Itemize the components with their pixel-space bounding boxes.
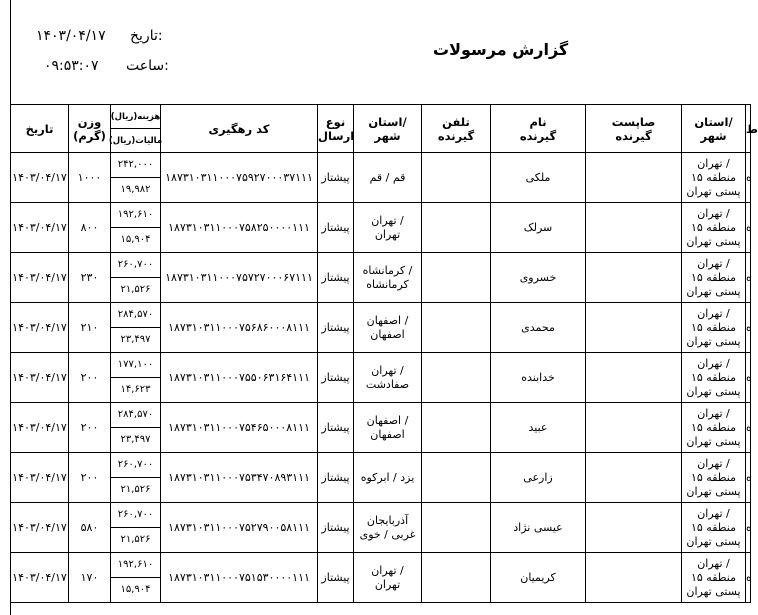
cell-recv-name: محمدی <box>491 303 586 353</box>
cell-cost: ۱۷۷,۱۰۰ <box>111 353 160 378</box>
cell-extra: ه <box>746 453 751 503</box>
cell-cost: ۲۶۰,۷۰۰ <box>111 503 160 528</box>
cell-tracking: ۱۸۷۳۱۰۳۱۱۰۰۰۷۵۷۲۷۰۰۰۶۷۱۱۱ <box>161 253 318 303</box>
cell-recv-phone <box>422 203 491 253</box>
cell-cost: ۲۶۰,۷۰۰ <box>111 253 160 278</box>
cell-extra: ه <box>746 553 751 603</box>
time-label: ساعت: <box>126 58 169 74</box>
date-label: تاریخ: <box>130 28 163 44</box>
col-date: تاریخ <box>11 105 69 153</box>
cell-sender-city: تهران / منطقه ۱۵ پستی تهران <box>682 203 746 253</box>
shipments-table <box>10 104 758 603</box>
cell-sender-city: تهران / منطقه ۱۵ پستی تهران <box>682 153 746 203</box>
cell-recv-name: عیسی نژاد <box>491 503 586 553</box>
cell-recv-name: زارعی <box>491 453 586 503</box>
cell-extra: ه <box>746 403 751 453</box>
cell-cost: ۲۶۰,۷۰۰ <box>111 453 160 478</box>
cell-tracking: ۱۸۷۳۱۰۳۱۱۰۰۰۷۵۹۲۷۰۰۰۳۷۱۱۱ <box>161 153 318 203</box>
cell-recv-phone <box>422 503 491 553</box>
cell-sender-name <box>586 253 682 303</box>
cell-sender-city: تهران / منطقه ۱۵ پستی تهران <box>682 403 746 453</box>
cell-tracking: ۱۸۷۳۱۰۳۱۱۰۰۰۷۵۱۵۳۰۰۰۰۱۱۱ <box>161 553 318 603</box>
cell-dest-city: اصفهان / اصفهان <box>354 303 422 353</box>
cell-cost-tax <box>111 203 161 253</box>
cell-tracking: ۱۸۷۳۱۰۳۱۱۰۰۰۷۵۴۶۵۰۰۰۸۱۱۱ <box>161 403 318 453</box>
cell-sender-name <box>586 403 682 453</box>
cell-send-type: پیشتاز <box>318 403 354 453</box>
cell-send-type: پیشتاز <box>318 453 354 503</box>
cell-cost: ۲۴۲,۰۰۰ <box>111 153 160 178</box>
cell-cost-tax <box>111 303 161 353</box>
cell-sender-city: تهران / منطقه ۱۵ پستی تهران <box>682 303 746 353</box>
cell-date: ۱۴۰۳/۰۴/۱۷ <box>11 553 69 603</box>
cell-recv-phone <box>422 153 491 203</box>
cell-sender-name <box>586 503 682 553</box>
cell-date: ۱۴۰۳/۰۴/۱۷ <box>11 353 69 403</box>
cell-recv-name: کریمیان <box>491 553 586 603</box>
cell-date: ۱۴۰۳/۰۴/۱۷ <box>11 453 69 503</box>
cell-tax: ۱۹,۹۸۲ <box>120 184 151 195</box>
cell-send-type: پیشتاز <box>318 503 354 553</box>
cell-cost-tax <box>111 253 161 303</box>
cell-send-type: پیشتاز <box>318 153 354 203</box>
col-sender-city: استان/ شهر <box>682 105 746 153</box>
cell-recv-name: ملکی <box>491 153 586 203</box>
col-sender-name: صاپست گیرنده <box>586 105 682 153</box>
table-row <box>11 503 751 553</box>
cell-send-type: پیشتاز <box>318 553 354 603</box>
cell-send-type: پیشتاز <box>318 253 354 303</box>
cell-sender-name <box>586 553 682 603</box>
cell-cost-tax <box>111 353 161 403</box>
table-row <box>11 203 751 253</box>
table-body <box>11 153 751 603</box>
cell-cost: ۱۹۲,۶۱۰ <box>111 553 160 578</box>
cell-cost-tax <box>111 403 161 453</box>
cell-tax: ۲۱,۵۲۶ <box>120 284 151 295</box>
time-value: ۰۹:۵۳:۰۷ <box>44 58 99 74</box>
cell-recv-name: خسروی <box>491 253 586 303</box>
cell-weight: ۱۷۰ <box>69 553 111 603</box>
cell-dest-city: تهران / صفادشت <box>354 353 422 403</box>
cell-weight: ۲۰۰ <box>69 353 111 403</box>
cell-recv-name: سرلک <box>491 203 586 253</box>
cell-date: ۱۴۰۳/۰۴/۱۷ <box>11 303 69 353</box>
cell-cost: ۱۹۲,۶۱۰ <box>111 203 160 228</box>
cell-tax: ۲۳,۴۹۷ <box>120 334 151 345</box>
cell-send-type: پیشتاز <box>318 203 354 253</box>
cell-tax: ۱۵,۹۰۴ <box>120 584 151 595</box>
cell-recv-phone <box>422 353 491 403</box>
cell-sender-city: تهران / منطقه ۱۵ پستی تهران <box>682 553 746 603</box>
cell-date: ۱۴۰۳/۰۴/۱۷ <box>11 203 69 253</box>
table-row <box>11 453 751 503</box>
cell-date: ۱۴۰۳/۰۴/۱۷ <box>11 403 69 453</box>
cell-extra: ه <box>746 203 751 253</box>
cell-recv-name: عبید <box>491 403 586 453</box>
cell-tax: ۲۳,۴۹۷ <box>120 434 151 445</box>
table-row <box>11 153 751 203</box>
cell-dest-city: قم / قم <box>354 153 422 203</box>
cell-extra: ه <box>746 253 751 303</box>
col-send-type: نوع ارسال <box>318 105 354 153</box>
cell-weight: ۲۳۰ <box>69 253 111 303</box>
cell-sender-name <box>586 203 682 253</box>
col-cost-tax <box>108 105 163 153</box>
cell-date: ۱۴۰۳/۰۴/۱۷ <box>11 253 69 303</box>
cell-dest-city: اصفهان / اصفهان <box>354 403 422 453</box>
cell-recv-phone <box>422 553 491 603</box>
col-dest-city: استان/ شهر <box>354 105 422 153</box>
report-title: گزارش مرسولات <box>433 40 569 59</box>
cell-recv-phone <box>422 303 491 353</box>
cell-recv-phone <box>422 403 491 453</box>
cell-tax: ۱۴,۶۲۳ <box>120 384 151 395</box>
cell-weight: ۲۱۰ <box>69 303 111 353</box>
cell-dest-city: کرمانشاه / کرمانشاه <box>354 253 422 303</box>
col-recv-name: نام گیرنده <box>491 105 586 153</box>
cell-weight: ۲۰۰ <box>69 453 111 503</box>
cell-tax: ۲۱,۵۲۶ <box>120 534 151 545</box>
cell-cost: ۲۸۴,۵۷۰ <box>111 303 160 328</box>
table-row <box>11 303 751 353</box>
cell-weight: ۵۸۰ <box>69 503 111 553</box>
cell-sender-city: تهران / منطقه ۱۵ پستی تهران <box>682 353 746 403</box>
col-extra: ط <box>746 105 751 153</box>
cell-extra: ه <box>746 153 751 203</box>
cell-extra: ه <box>746 303 751 353</box>
cell-sender-name <box>586 453 682 503</box>
col-cost: هزینه(ریال) <box>111 105 160 129</box>
cell-cost-tax <box>111 153 161 203</box>
cell-dest-city: تهران / تهران <box>354 203 422 253</box>
date-value: ۱۴۰۳/۰۴/۱۷ <box>36 28 106 44</box>
cell-sender-city: تهران / منطقه ۱۵ پستی تهران <box>682 253 746 303</box>
cell-recv-name: خدابنده <box>491 353 586 403</box>
cell-cost-tax <box>111 503 161 553</box>
col-tracking: کد رهگیری <box>161 105 318 153</box>
cell-date: ۱۴۰۳/۰۴/۱۷ <box>11 503 69 553</box>
cell-cost-tax <box>111 453 161 503</box>
cell-extra: ه <box>746 353 751 403</box>
cell-tracking: ۱۸۷۳۱۰۳۱۱۰۰۰۷۵۵۰۶۳۱۶۴۱۱۱ <box>161 353 318 403</box>
col-recv-phone: تلفن گیرنده <box>422 105 491 153</box>
cell-send-type: پیشتاز <box>318 353 354 403</box>
cell-tracking: ۱۸۷۳۱۰۳۱۱۰۰۰۷۵۶۸۶۰۰۰۸۱۱۱ <box>161 303 318 353</box>
cell-weight: ۲۰۰ <box>69 403 111 453</box>
cell-recv-phone <box>422 253 491 303</box>
cell-tax: ۲۱,۵۲۶ <box>120 484 151 495</box>
cell-weight: ۱۰۰۰ <box>69 153 111 203</box>
cell-cost-tax <box>111 553 161 603</box>
cell-sender-city: تهران / منطقه ۱۵ پستی تهران <box>682 453 746 503</box>
cell-send-type: پیشتاز <box>318 303 354 353</box>
cell-dest-city: آذربایجان غربی / خوی <box>354 503 422 553</box>
cell-sender-city: تهران / منطقه ۱۵ پستی تهران <box>682 503 746 553</box>
cell-sender-name <box>586 353 682 403</box>
cell-cost: ۲۸۴,۵۷۰ <box>111 403 160 428</box>
table-row <box>11 253 751 303</box>
cell-sender-name <box>586 153 682 203</box>
col-weight: وزن (گرم) <box>69 105 111 153</box>
cell-weight: ۸۰۰ <box>69 203 111 253</box>
col-tax: مالیات(ریال) <box>108 135 163 146</box>
table-row <box>11 553 751 603</box>
cell-tracking: ۱۸۷۳۱۰۳۱۱۰۰۰۷۵۲۷۹۰۰۵۸۱۱۱ <box>161 503 318 553</box>
cell-tax: ۱۵,۹۰۴ <box>120 234 151 245</box>
cell-date: ۱۴۰۳/۰۴/۱۷ <box>11 153 69 203</box>
cell-dest-city: تهران / تهران <box>354 553 422 603</box>
cell-tracking: ۱۸۷۳۱۰۳۱۱۰۰۰۷۵۳۴۷۰۸۹۳۱۱۱ <box>161 453 318 503</box>
table-header-row <box>11 105 751 153</box>
cell-dest-city: یزد / ابرکوه <box>354 453 422 503</box>
table-row <box>11 403 751 453</box>
cell-tracking: ۱۸۷۳۱۰۳۱۱۰۰۰۷۵۸۲۵۰۰۰۰۱۱۱ <box>161 203 318 253</box>
cell-recv-phone <box>422 453 491 503</box>
table-row <box>11 353 751 403</box>
cell-extra: ه <box>746 503 751 553</box>
cell-sender-name <box>586 303 682 353</box>
